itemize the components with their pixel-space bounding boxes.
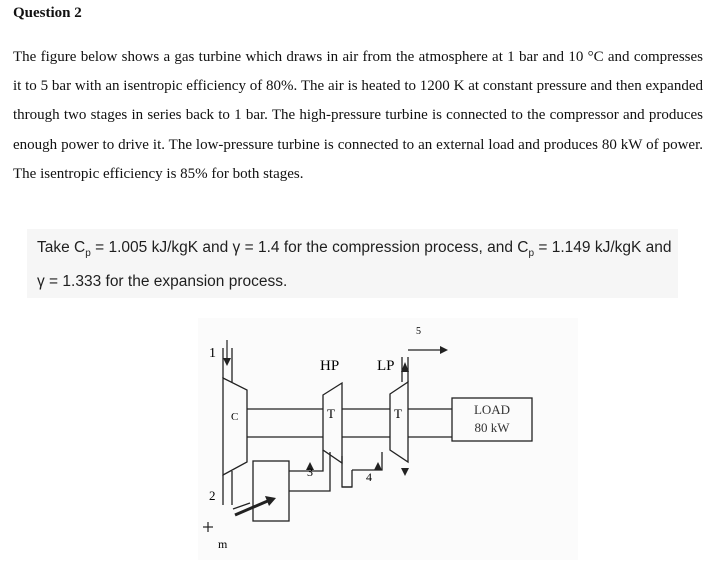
combustion-chamber [253, 461, 289, 521]
load-power-label: 80 kW [474, 420, 510, 435]
question-title: Question 2 [13, 5, 82, 21]
state-1-label: 1 [209, 346, 216, 361]
state-5-label: 5 [416, 326, 421, 337]
lp-turbine-shape [390, 382, 408, 462]
hp-label: HP [320, 358, 340, 374]
hp-turbine-label: T [327, 406, 335, 421]
compressor-shape [223, 378, 247, 475]
state-4-label: 4 [366, 470, 372, 484]
given-data-text: Take $C_p = 1.005$ kJ/kgK and γ = 1.4 for the compression process, and $C_p = 1.149$ kJ/kgK and γ = 1.333 for the expansion process. [37, 239, 672, 291]
fuel-label: m [218, 537, 228, 551]
load-label: LOAD [473, 402, 511, 417]
state-2-label: 2 [209, 488, 216, 503]
lp-turbine-label: T [394, 406, 402, 421]
hp-turbine-shape [323, 383, 342, 463]
lp-label: LP [377, 358, 395, 374]
compressor-label: C [231, 411, 239, 423]
state-3-label: 3 [307, 465, 313, 479]
problem-statement: The figure below shows a gas turbine which draws in air from the atmosphere at 1 bar and 10 °C and compresses it to 5 bar with an isentropic efficiency of 80%. The air is heated to 1200 K at constant pressure and then expanded through two stages in series back to 1 bar. The high-pressure turbine is connected to the compressor and produces enough power to drive it. The low-pressure turbine is connected to an external load and produces 80 kW of power. The isentropic efficiency is 85% for both stages. [13, 49, 703, 182]
